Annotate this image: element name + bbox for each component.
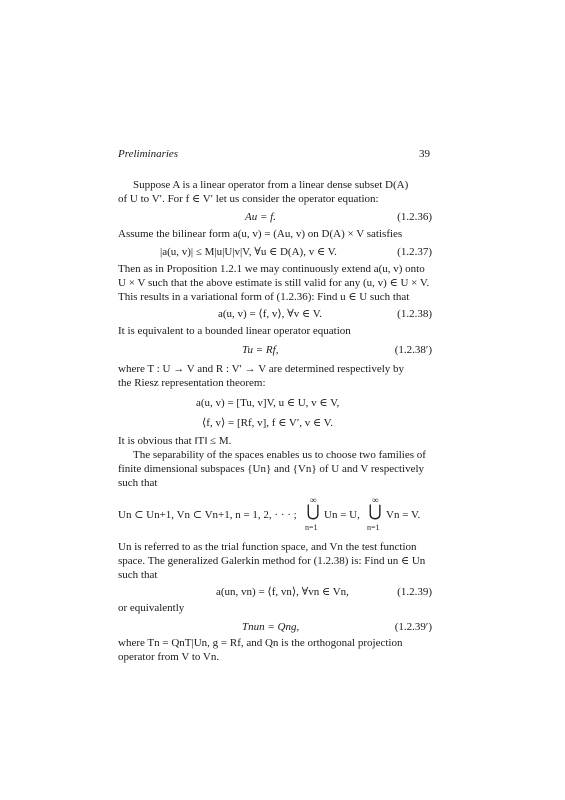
paragraph-line: where Tn = QnT|Un, g = Rf, and Qn is the orthogonal projection [118, 637, 403, 649]
paragraph-line: or equivalently [118, 602, 185, 614]
equation: a(un, vn) = ⟨f, vn⟩, ∀vn ∈ Vn, [216, 586, 349, 598]
paragraph-line: U × V such that the above estimate is still valid for any (u, v) ∈ U × V. [118, 277, 430, 289]
paragraph-line: such that [118, 569, 158, 581]
union-upper-limit: ∞ [310, 495, 317, 505]
equation: Tnun = Qng, [242, 621, 300, 633]
equation: Un = U, [324, 509, 360, 521]
union-lower-limit: n=1 [305, 523, 318, 532]
equation-number: (1.2.38) [397, 308, 432, 320]
running-title: Preliminaries [118, 148, 179, 160]
equation: ⟨f, v⟩ = [Rf, v], f ∈ V′, v ∈ V. [202, 417, 333, 429]
paragraph-line: Un is referred to as the trial function space, and Vn the test function [118, 541, 417, 553]
union-upper-limit: ∞ [372, 495, 379, 505]
equation-number: (1.2.36) [397, 211, 432, 223]
equation: Au = f. [245, 211, 276, 223]
equation: Un ⊂ Un+1, Vn ⊂ Vn+1, n = 1, 2, · · · ; [118, 509, 297, 521]
paragraph-line: space. The generalized Galerkin method for (1.2.38) is: Find un ∈ Un [118, 555, 426, 567]
union-symbol: ⋃ [368, 503, 382, 520]
paragraph-line: Then as in Proposition 1.2.1 we may continuously extend a(u, v) onto [118, 263, 425, 275]
equation: a(u, v) = ⟨f, v⟩, ∀v ∈ V. [218, 308, 323, 320]
paragraph-line: finite dimensional subspaces {Un} and {Vn} of U and V respectively [118, 463, 425, 475]
equation: Tu = Rf, [242, 344, 279, 356]
paragraph-line: It is obvious that ‖T‖ ≤ M. [118, 435, 232, 447]
paragraph-line: This results in a variational form of (1.2.36): Find u ∈ U such that [118, 291, 410, 303]
equation: Vn = V. [386, 509, 421, 521]
page-number: 39 [419, 148, 430, 160]
paragraph-line: where T : U → V and R : V′ → V are determined respectively by [118, 363, 405, 375]
equation-number: (1.2.38′) [394, 344, 432, 356]
union-lower-limit: n=1 [367, 523, 380, 532]
paragraph-line: such that [118, 477, 158, 489]
paragraph-line: It is equivalent to a bounded linear operator equation [118, 325, 351, 337]
paragraph-line: Assume the bilinear form a(u, v) = (Au, v) on D(A) × V satisfies [118, 228, 403, 240]
equation-number: (1.2.39) [397, 586, 432, 598]
paragraph-line: The separability of the spaces enables us to choose two families of [133, 449, 426, 461]
paragraph-line: of U to V′. For f ∈ V′ let us consider the operator equation: [118, 193, 379, 205]
paragraph-line: Suppose A is a linear operator from a linear dense subset D(A) [133, 179, 409, 191]
equation: |a(u, v)| ≤ M|u|U|v|V, ∀u ∈ D(A), v ∈ V. [160, 246, 337, 258]
equation: a(u, v) = [Tu, v]V, u ∈ U, v ∈ V, [196, 397, 340, 409]
paragraph-line: operator from V to Vn. [118, 651, 220, 663]
equation-number: (1.2.39′) [394, 621, 432, 633]
equation-number: (1.2.37) [397, 246, 432, 258]
union-symbol: ⋃ [306, 503, 320, 520]
paragraph-line: the Riesz representation theorem: [118, 377, 266, 389]
